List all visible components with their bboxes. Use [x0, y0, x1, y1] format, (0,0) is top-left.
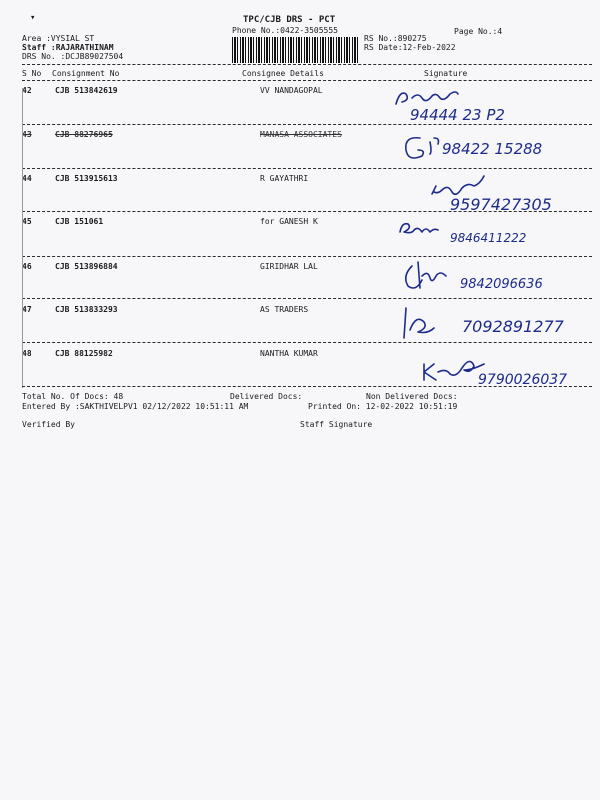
row-consignee: MANASA ASSOCIATES [260, 130, 342, 139]
row-sno: 48 [22, 349, 32, 358]
delivered-docs: Delivered Docs: [230, 392, 303, 401]
signature-image [418, 344, 596, 390]
divider [22, 386, 592, 387]
signature-phone: 7092891277 [462, 317, 564, 336]
row-sno: 47 [22, 305, 32, 314]
col-consignee: Consignee Details [242, 69, 324, 78]
row-sno: 45 [22, 217, 32, 226]
row-sno: 46 [22, 262, 32, 271]
verified-by: Verified By [22, 420, 75, 429]
row-consignment: CJB 513896884 [55, 262, 118, 271]
divider [22, 80, 592, 81]
divider [22, 64, 592, 65]
signature-phone: 9846411222 [450, 231, 527, 245]
signature-phone: 9842096636 [460, 277, 543, 292]
margin-line [22, 88, 23, 388]
row-consignment: CJB 513842619 [55, 86, 118, 95]
divider [22, 168, 592, 169]
corner-mark: ▾ [30, 13, 36, 23]
col-consignment: Consignment No [52, 69, 120, 78]
row-consignment: CJB 513915613 [55, 174, 118, 183]
row-sno: 44 [22, 174, 32, 183]
row-consignee: for GANESH K [260, 217, 318, 226]
signature-phone: 9597427305 [450, 195, 552, 214]
printed-on: Printed On: 12-02-2022 10:51:19 [308, 402, 458, 411]
col-signature: Signature [424, 69, 468, 78]
total-docs: Total No. Of Docs: 48 [22, 392, 124, 401]
row-consignee: VV NANDAGOPAL [260, 86, 323, 95]
signature-phone: 94444 23 P2 [410, 106, 505, 124]
staff-signature: Staff Signature [300, 420, 373, 429]
phone-number: Phone No.:0422-3505555 [232, 26, 338, 35]
row-sno: 43 [22, 130, 32, 139]
signature-phone: 98422 15288 [442, 140, 543, 158]
row-consignment: CJB 513833293 [55, 305, 118, 314]
document-title: TPC/CJB DRS - PCT [243, 15, 336, 25]
divider [22, 124, 592, 125]
row-sno: 42 [22, 86, 32, 95]
rs-date: RS Date:12-Feb-2022 [364, 43, 456, 52]
entered-by: Entered By :SAKTHIVELPV1 02/12/2022 10:51:11 AM [22, 402, 249, 411]
drs-number: DRS No. :DCJB89027504 [22, 52, 124, 61]
non-delivered-docs: Non Delivered Docs: [366, 392, 458, 401]
signature-image [402, 258, 582, 298]
row-consignee: AS TRADERS [260, 305, 309, 314]
signature-image [400, 128, 560, 172]
rs-number: RS No.:890275 [364, 34, 427, 43]
signature-image [396, 300, 586, 342]
row-consignee: GIRIDHAR LAL [260, 262, 318, 271]
col-sno: S No [22, 69, 42, 78]
divider [22, 256, 592, 257]
row-consignee: NANTHA KUMAR [260, 349, 318, 358]
signature-phone: 9790026037 [478, 372, 568, 388]
signature-image [398, 216, 548, 252]
row-consignment: CJB 88276965 [55, 130, 113, 139]
barcode [232, 37, 360, 63]
signature-image [392, 84, 552, 126]
divider [22, 211, 592, 212]
signature-image [428, 172, 593, 216]
row-consignment: CJB 151061 [55, 217, 104, 226]
row-consignee: R GAYATHRI [260, 174, 309, 183]
area-label: Area :VYSIAL ST [22, 34, 95, 43]
staff-label: Staff :RAJARATHINAM [22, 43, 114, 52]
divider [22, 298, 592, 299]
divider [22, 342, 592, 343]
page-number: Page No.:4 [454, 27, 503, 36]
row-consignment: CJB 88125982 [55, 349, 113, 358]
